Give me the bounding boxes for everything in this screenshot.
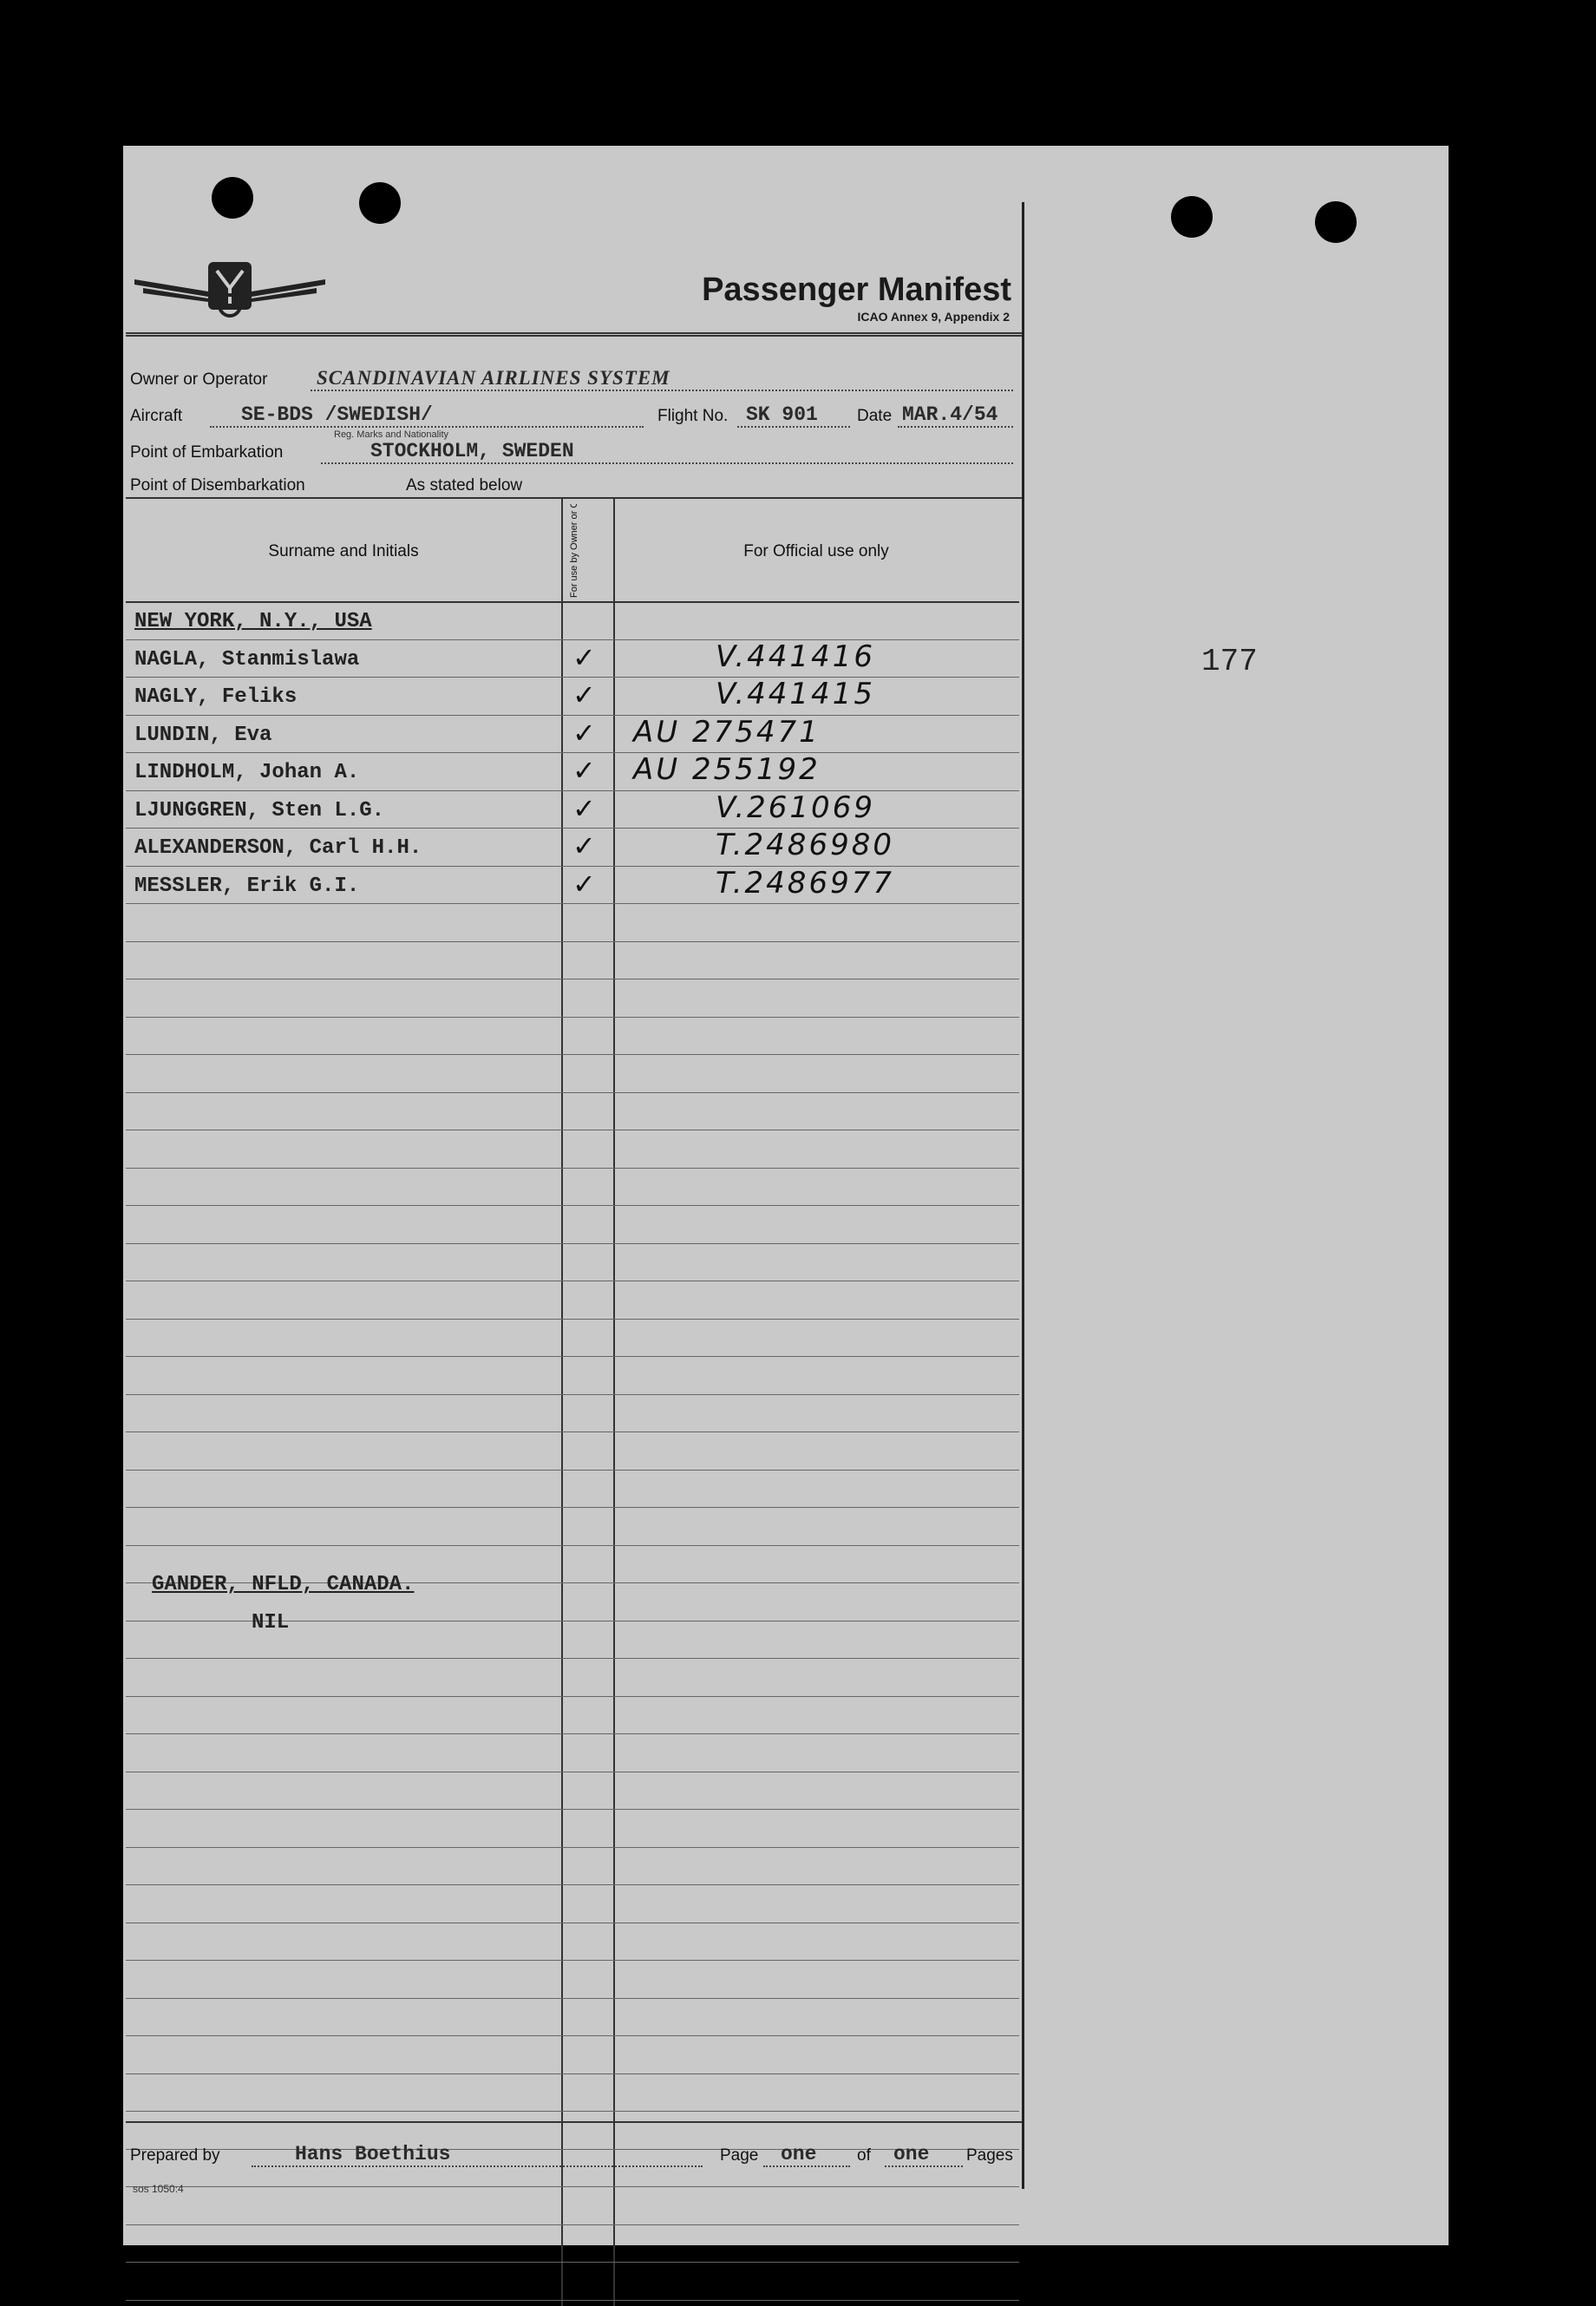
passenger-table — [126, 497, 1019, 2306]
punch-hole — [1315, 201, 1357, 243]
passenger-name: NAGLA, Stanmislawa — [134, 648, 360, 671]
gander-heading: GANDER, NFLD, CANADA. — [152, 1573, 415, 1596]
table-row-line — [126, 1960, 1019, 1961]
official-number: T.2486977 — [716, 866, 894, 901]
check-mark: ✓ — [572, 829, 596, 862]
form-subtitle: ICAO Annex 9, Appendix 2 — [857, 310, 1010, 324]
aircraft-value: SE-BDS /SWEDISH/ — [241, 403, 433, 426]
form-number: sos 1050:4 — [133, 2183, 184, 2195]
passenger-name: NAGLY, Feliks — [134, 685, 298, 709]
aircraft-dotline — [210, 426, 644, 428]
embarkation-label: Point of Embarkation — [130, 443, 284, 462]
check-mark: ✓ — [572, 754, 596, 787]
flight-no-value: SK 901 — [746, 403, 818, 426]
owner-value: SCANDINAVIAN AIRLINES SYSTEM — [317, 367, 670, 389]
table-row-line — [126, 1658, 1019, 1659]
table-row-line — [126, 2111, 1019, 2112]
table-row-line — [126, 715, 1019, 716]
owner-row — [130, 362, 1013, 391]
date-label: Date — [857, 407, 893, 425]
table-row-line — [126, 639, 1019, 640]
table-row-line — [126, 941, 1019, 942]
table-row-line — [126, 1054, 1019, 1055]
disembarkation-label: Point of Disembarkation — [130, 476, 305, 495]
check-mark: ✓ — [572, 678, 596, 711]
owner-use-vertical-text — [561, 504, 613, 599]
table-row-line — [126, 2262, 1019, 2263]
check-mark: ✓ — [572, 641, 596, 674]
manifest-form — [126, 202, 1024, 2195]
of-label: of — [857, 2146, 871, 2165]
official-number: T.2486980 — [716, 828, 894, 862]
table-row-line — [126, 2073, 1019, 2074]
table-row-line — [126, 677, 1019, 678]
embarkation-row — [130, 435, 1013, 464]
column-header-official: For Official use only — [743, 542, 889, 560]
passenger-name: LINDHOLM, Johan A. — [134, 761, 360, 784]
page-value: one — [781, 2143, 817, 2165]
table-row-line — [126, 1733, 1019, 1734]
date-dotline — [898, 426, 1013, 428]
table-row-line — [126, 1884, 1019, 1885]
disembarkation-row — [130, 468, 1013, 497]
table-row-line — [126, 790, 1019, 791]
archive-page-number: 177 — [1201, 644, 1258, 679]
table-row-line — [126, 1431, 1019, 1432]
table-row-line — [126, 1470, 1019, 1471]
header-rule — [126, 332, 1022, 334]
table-row-line — [126, 1205, 1019, 1206]
page-dotline — [763, 2165, 850, 2167]
svg-text:For use by Owner or Operator o: For use by Owner or Operator only — [569, 504, 579, 598]
table-row-line — [126, 903, 1019, 904]
punch-hole — [1171, 196, 1213, 238]
gander-value: NIL — [252, 1611, 290, 1635]
header-rule — [126, 335, 1022, 337]
table-row-line — [126, 1092, 1019, 1093]
table-row-line — [126, 1017, 1019, 1018]
table-row-line — [126, 1394, 1019, 1395]
owner-label: Owner or Operator — [130, 370, 268, 389]
aircraft-row — [130, 398, 1013, 428]
table-row-line — [126, 1356, 1019, 1357]
of-pages-dotline — [885, 2165, 963, 2167]
column-header-surname: Surname and Initials — [268, 542, 419, 560]
table-row-line — [126, 1696, 1019, 1697]
prepared-by-value: Hans Boethius — [295, 2143, 451, 2165]
table-row-line — [126, 1847, 1019, 1848]
as-stated-label: As stated below — [406, 476, 523, 495]
form-title: Passenger Manifest — [702, 272, 1011, 308]
table-row-line — [126, 2224, 1019, 2225]
footer-row — [130, 2132, 1013, 2167]
check-mark: ✓ — [572, 717, 596, 750]
passenger-name: ALEXANDERSON, Carl H.H. — [134, 836, 422, 860]
embarkation-dotline — [321, 462, 1013, 464]
table-row-line — [126, 1545, 1019, 1546]
date-value: MAR.4/54 — [902, 403, 998, 426]
flight-no-label: Flight No. — [657, 407, 729, 425]
official-number: AU 255192 — [633, 752, 821, 787]
prepared-by-dotline — [252, 2165, 703, 2167]
table-row-line — [126, 2186, 1019, 2187]
passenger-name: LUNDIN, Eva — [134, 724, 272, 747]
reg-marks-caption: Reg. Marks and Nationality — [334, 429, 449, 440]
of-pages-value: one — [893, 2143, 930, 2165]
table-row-line — [126, 1168, 1019, 1169]
prepared-by-label: Prepared by — [130, 2146, 220, 2165]
flight-no-dotline — [737, 426, 850, 428]
pages-label: Pages — [966, 2146, 1013, 2165]
passenger-name: MESSLER, Erik G.I. — [134, 875, 360, 898]
official-number: AU 275471 — [633, 715, 821, 750]
table-row-line — [126, 2035, 1019, 2036]
owner-dotline — [311, 390, 1013, 391]
passenger-name: NEW YORK, N.Y., USA — [134, 610, 372, 633]
official-number: V.441415 — [716, 677, 875, 711]
page-label: Page — [720, 2146, 759, 2165]
table-row-line — [126, 1243, 1019, 1244]
embarkation-value: STOCKHOLM, SWEDEN — [370, 440, 574, 462]
check-mark: ✓ — [572, 868, 596, 901]
passenger-name: LJUNGGREN, Sten L.G. — [134, 799, 385, 822]
table-row-line — [126, 1319, 1019, 1320]
header-bottom-rule — [126, 601, 1019, 603]
official-number: V.441416 — [716, 639, 875, 674]
column-header-owner-use — [561, 504, 605, 598]
table-row-line — [126, 2300, 1019, 2301]
aircraft-label: Aircraft — [130, 407, 183, 425]
official-number: V.261069 — [716, 790, 875, 825]
check-mark: ✓ — [572, 792, 596, 825]
table-row-line — [126, 1998, 1019, 1999]
table-row-line — [126, 1809, 1019, 1810]
table-row-line — [126, 752, 1019, 753]
table-row-line — [126, 1507, 1019, 1508]
footer-rule — [126, 2121, 1022, 2123]
